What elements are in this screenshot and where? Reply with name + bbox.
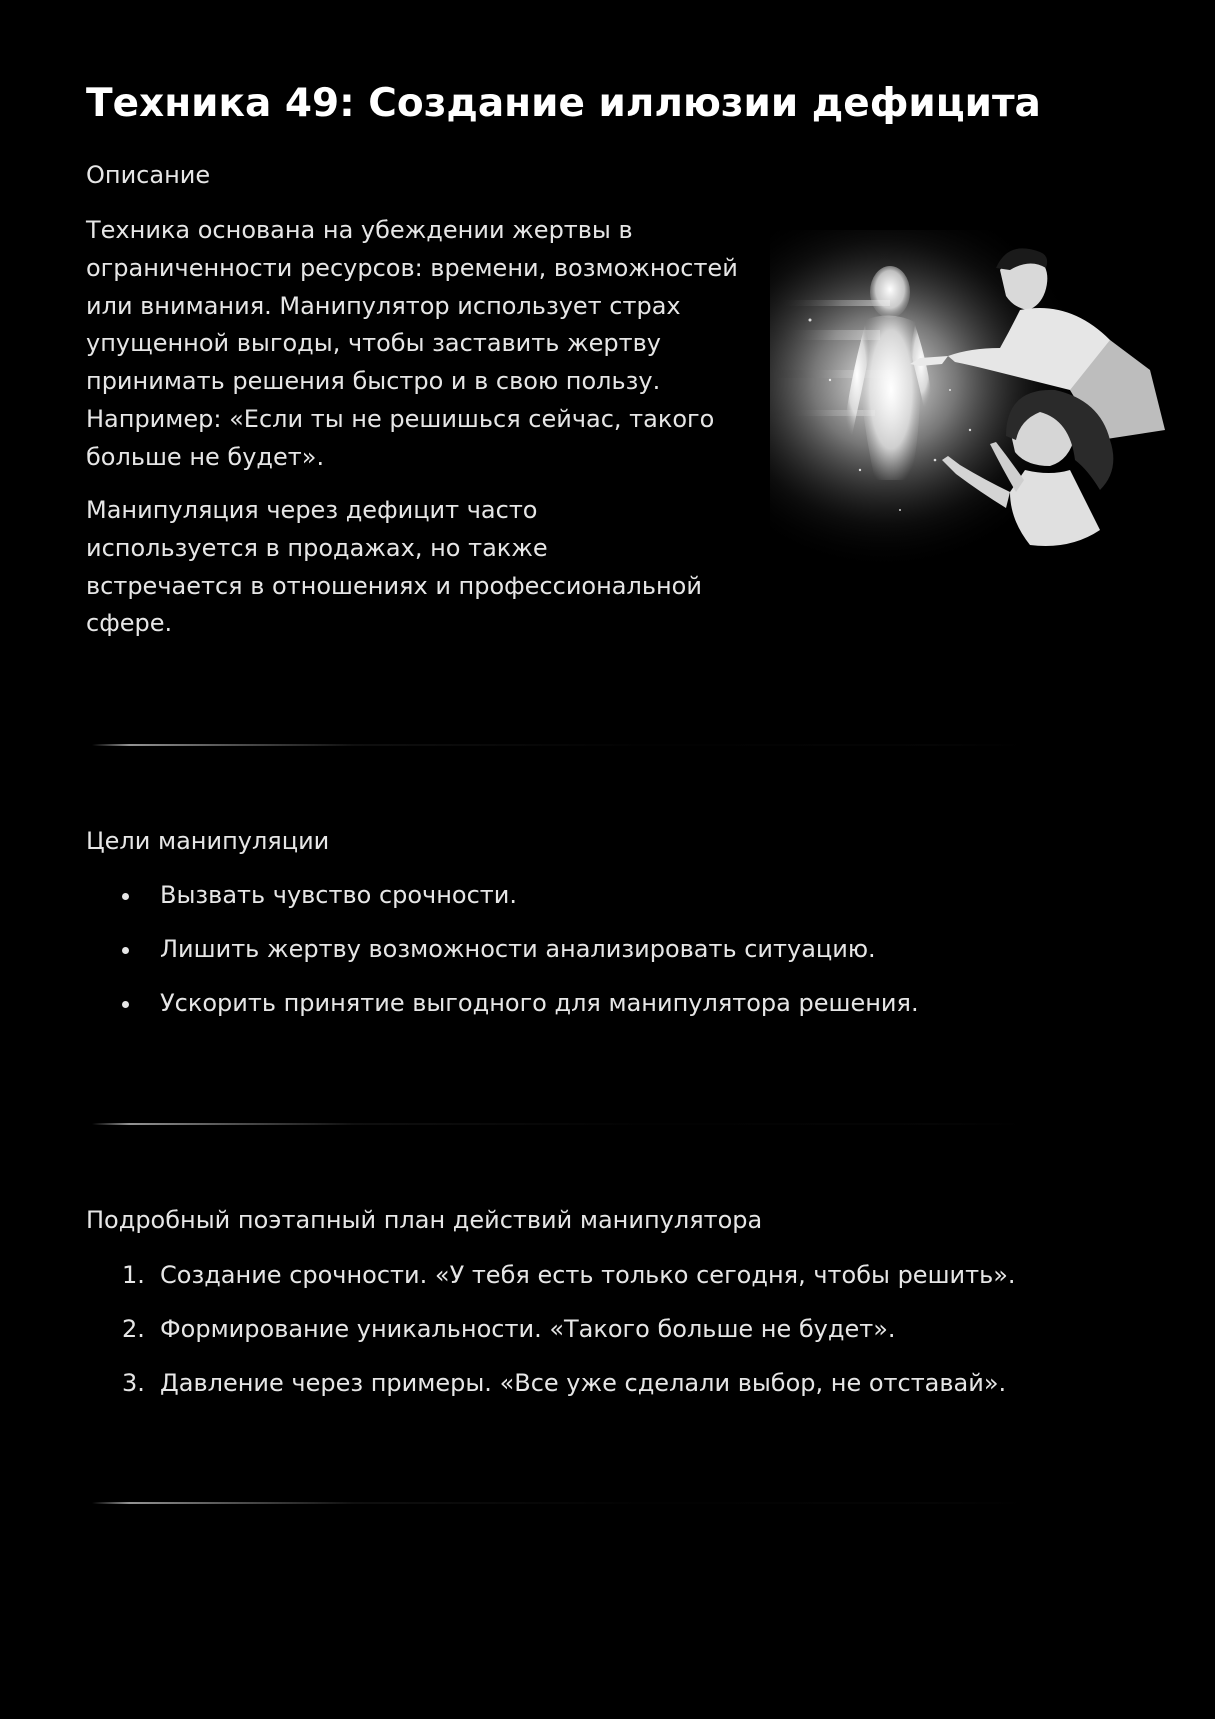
section-divider — [92, 744, 1027, 746]
list-item — [120, 932, 919, 986]
page-title: Техника 49: Создание иллюзии дефицита — [86, 81, 1041, 126]
description-heading: Описание — [86, 161, 211, 189]
description-paragraph-2: Манипуляция через дефицит часто используется в продажах, но также встречается в отношениях и профессиональной сфере. — [86, 496, 702, 638]
description-paragraph-1: Техника основана на убеждении жертвы в ограниченности ресурсов: времени, возможностей или внимания. Манипулятор использует страх упущенной выгоды, чтобы заставить жертву принимать решения быстро и в свою пользу. Например: «Если ты не решишься сейчас, такого больше не будет». — [86, 216, 738, 471]
bullet-dot — [122, 893, 129, 900]
goals-heading: Цели манипуляции — [86, 827, 330, 855]
section-divider — [92, 1502, 1027, 1504]
step-text: Давление через примеры. «Все уже сделали выбор, не отставай». — [160, 1369, 1007, 1397]
list-item — [120, 1366, 1016, 1420]
list-item — [120, 986, 919, 1040]
step-text: Формирование уникальности. «Такого больше не будет». — [160, 1315, 896, 1343]
bullet-dot — [122, 947, 129, 954]
step-text: Создание срочности. «У тебя есть только сегодня, чтобы решить». — [160, 1261, 1016, 1289]
goal-text: Ускорить принятие выгодного для манипулятора решения. — [160, 989, 919, 1017]
plan-steps-list — [120, 1258, 1016, 1420]
list-item — [120, 1312, 1016, 1366]
bullet-dot — [122, 1001, 129, 1008]
step-number: 1. — [122, 1261, 145, 1289]
list-item — [120, 1258, 1016, 1312]
step-number: 3. — [122, 1369, 145, 1397]
goals-list — [120, 878, 919, 1040]
goal-text: Вызвать чувство срочности. — [160, 881, 518, 909]
plan-heading: Подробный поэтапный план действий манипулятора — [86, 1206, 763, 1234]
list-item — [120, 878, 919, 932]
section-divider — [92, 1123, 1027, 1125]
manipulation-illustration — [770, 230, 1180, 610]
goal-text: Лишить жертву возможности анализировать ситуацию. — [160, 935, 876, 963]
step-number: 2. — [122, 1315, 145, 1343]
